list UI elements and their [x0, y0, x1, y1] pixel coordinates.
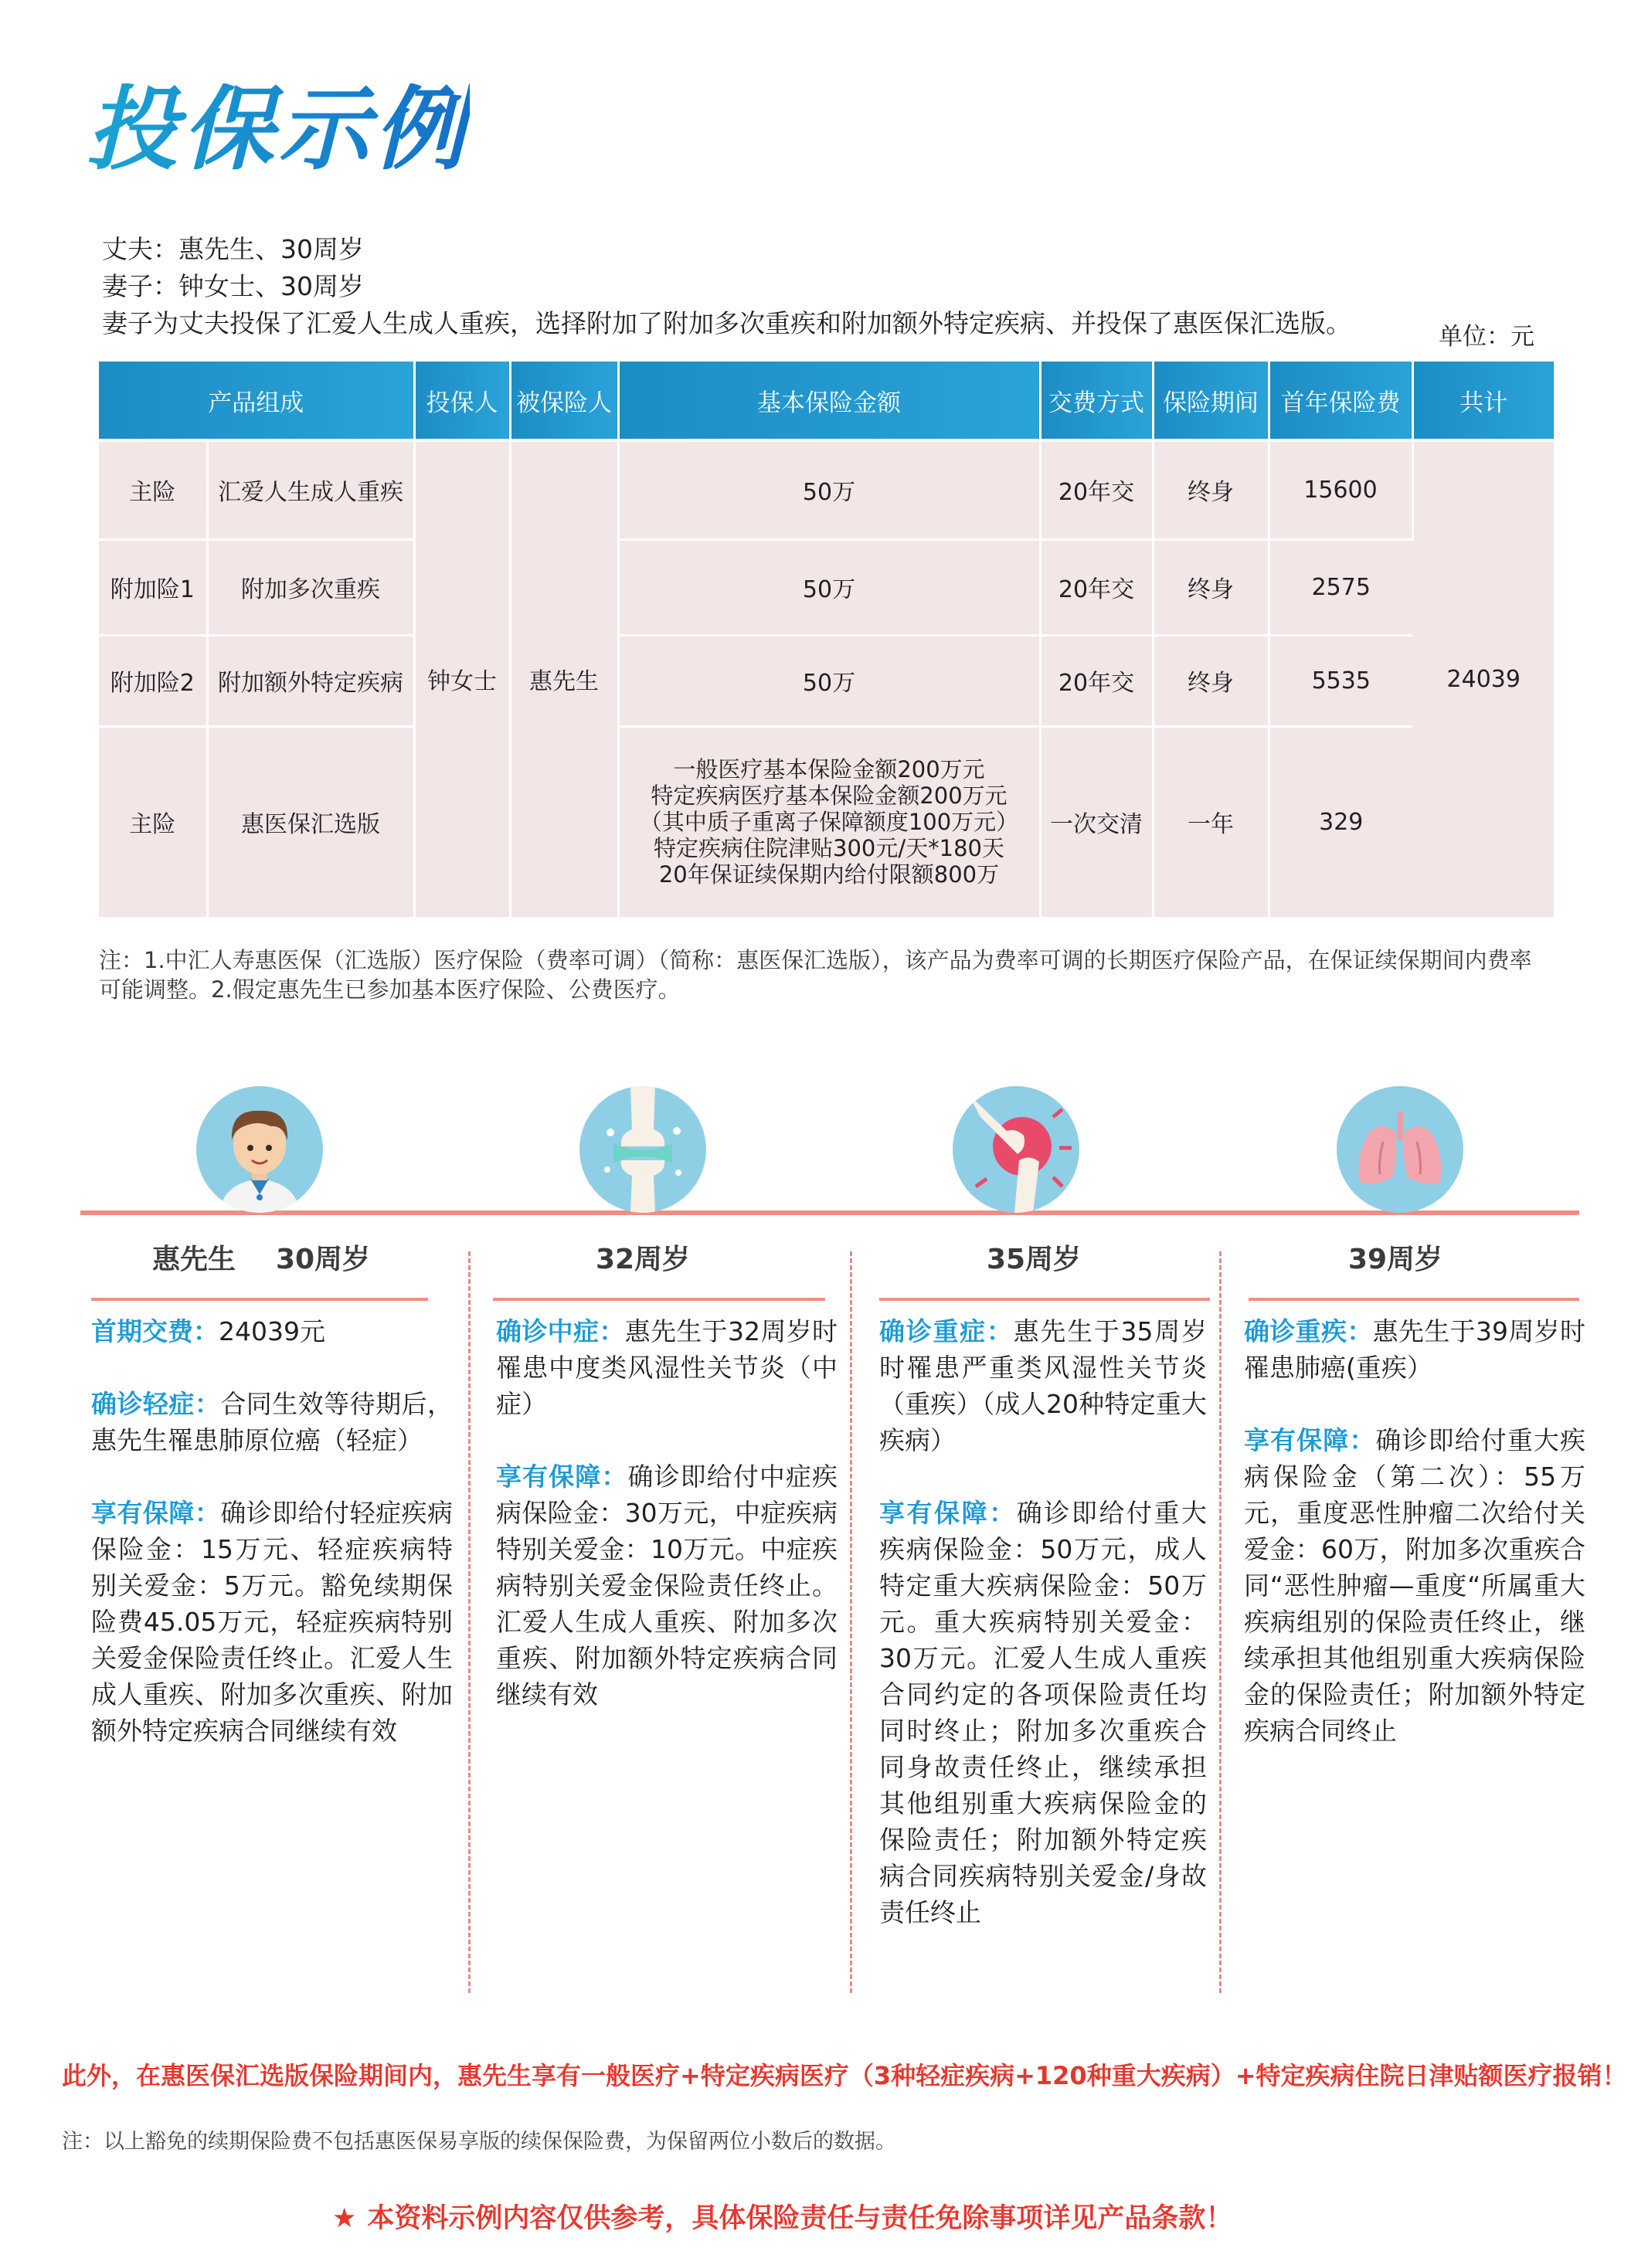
stage-heading-32: 32周岁	[595, 1244, 691, 1275]
inflamed-joint-icon	[953, 1086, 1079, 1213]
column-divider	[850, 1251, 852, 1993]
highlight-label: 首期交费：	[91, 1316, 219, 1346]
bonus-statement: 此外，在惠医保汇选版保险期间内，惠先生享有一般医疗+特定疾病医疗（3种轻症疾病+120种重大疾病）+特定疾病住院日津贴额医疗报销！	[62, 2061, 1627, 2090]
row-period: 终身	[1153, 635, 1269, 726]
header-total: 共计	[1412, 362, 1554, 440]
header-policyholder: 投保人	[414, 362, 510, 440]
row-product: 汇爱人生成人重疾	[207, 440, 414, 539]
highlight-label: 确诊轻症：	[91, 1389, 221, 1419]
stage-heading-30	[96, 1238, 426, 1277]
table-row	[99, 539, 1554, 635]
header-payment: 交费方式	[1040, 362, 1153, 440]
row-premium: 5535	[1269, 635, 1412, 726]
stage-heading-39: 39周岁	[1347, 1244, 1443, 1275]
stage-column-30	[91, 1313, 453, 1785]
row-amount: 50万	[618, 635, 1040, 726]
coverage-line: （其中质子重离子保障额度100万元）	[639, 809, 1019, 835]
intro-summary: 妻子为丈夫投保了汇爱人生成人重疾，选择附加了附加多次重疾和附加额外特定疾病、并投保了惠医保汇选版。	[102, 308, 1351, 338]
coverage-line: 20年保证续保期内给付限额800万	[658, 861, 1000, 888]
stage-column-32	[496, 1313, 838, 1749]
highlight-label: 享有保障：	[496, 1462, 628, 1492]
paragraph-text: 确诊即给付中症疾病保险金：30万元，中症疾病特别关爱金：10万元。中症疾病特别关爱金保险责任终止。汇爱人生成人重疾、附加多次重疾、附加额外特定疾病合同继续有效	[496, 1462, 838, 1709]
row-product: 附加额外特定疾病	[207, 635, 414, 726]
table-row	[99, 726, 1554, 918]
row-type: 主险	[99, 440, 207, 539]
paragraph-text: 24039元	[219, 1316, 325, 1346]
row-premium: 2575	[1269, 539, 1412, 635]
row-type: 主险	[99, 726, 207, 918]
row-period: 终身	[1153, 539, 1269, 635]
table-row	[99, 635, 1554, 726]
star-icon: ★	[332, 2203, 357, 2234]
column-divider	[1219, 1251, 1222, 1993]
header-amount: 基本保险金额	[618, 362, 1040, 440]
paragraph-text: 惠先生于39周岁时罹患肺癌(重疾）	[1244, 1316, 1585, 1383]
paragraph-text: 确诊即给付重大疾病保险金：50万元，成人特定重大疾病保险金：50万元。重大疾病特别关爱金：30万元。汇爱人生成人重疾合同约定的各项保险责任均同时终止；附加多次重疾合同身故责任终止，继续承担其他组别重大疾病保险金的保险责任；附加额外特定疾病合同疾病特别关爱金/身故责任终止	[879, 1498, 1208, 1927]
intro-husband: 丈夫：惠先生、30周岁	[102, 234, 364, 264]
insurance-plan-table	[99, 362, 1554, 919]
row-period: 终身	[1153, 440, 1269, 539]
policyholder-cell: 钟女士	[414, 440, 510, 918]
row-product: 惠医保汇选版	[207, 726, 414, 918]
table-note: 注：1.中汇人寿惠医保（汇选版）医疗保险（费率可调）（简称：惠医保汇选版），该产品为费率可调的长期医疗保险产品，在保证续保期间内费率可能调整。2.假定惠先生已参加基本医疗保险、公费医疗。	[99, 947, 1532, 1003]
header-period: 保险期间	[1153, 362, 1269, 440]
row-payment: 一次交清	[1040, 726, 1153, 918]
row-premium: 15600	[1269, 440, 1412, 539]
header-product: 产品组成	[99, 362, 414, 440]
row-payment: 20年交	[1040, 539, 1153, 635]
stage-age: 30周岁	[275, 1244, 371, 1275]
stage-underline	[91, 1298, 428, 1301]
paragraph	[1244, 1422, 1585, 1749]
page-title: 投保示例	[87, 76, 471, 182]
coverage-line: 特定疾病医疗基本保险金额200万元	[651, 783, 1007, 809]
row-amount: 50万	[618, 539, 1040, 635]
paragraph	[91, 1313, 453, 1350]
stage-underline	[493, 1298, 825, 1301]
header-insured: 被保险人	[510, 362, 618, 440]
intro-wife: 妻子：钟女士、30周岁	[102, 271, 364, 301]
stage-underline	[1249, 1298, 1579, 1301]
paragraph	[91, 1495, 453, 1749]
row-payment: 20年交	[1040, 635, 1153, 726]
paragraph	[496, 1458, 838, 1713]
paragraph	[879, 1495, 1207, 1930]
highlight-label: 享有保障：	[1244, 1425, 1376, 1455]
coverage-line: 一般医疗基本保险金额200万元	[673, 756, 985, 783]
highlight-label: 确诊重疾：	[1244, 1316, 1373, 1346]
paragraph	[496, 1313, 838, 1422]
row-amount: 50万	[618, 440, 1040, 539]
disclaimer	[332, 2197, 1232, 2236]
table-header-row	[99, 362, 1554, 440]
row-type: 附加险1	[99, 539, 207, 635]
highlight-label: 享有保障：	[879, 1498, 1017, 1528]
row-payment: 20年交	[1040, 440, 1153, 539]
row-product: 附加多次重疾	[207, 539, 414, 635]
stage-column-39	[1244, 1313, 1585, 1785]
table-row	[99, 440, 1554, 539]
doctor-avatar-icon	[196, 1086, 323, 1213]
highlight-label: 确诊中症：	[496, 1316, 625, 1346]
paragraph-text: 合同生效等待期后，惠先生罹患肺原位癌（轻症）	[91, 1389, 454, 1455]
timeline-line	[80, 1210, 1579, 1215]
row-premium: 329	[1269, 726, 1412, 918]
stage-underline	[879, 1298, 1210, 1301]
stage-heading-35: 35周岁	[986, 1244, 1082, 1275]
total-cell: 24039	[1412, 440, 1554, 918]
knee-joint-icon	[579, 1086, 706, 1213]
highlight-label: 确诊重症：	[879, 1316, 1014, 1346]
paragraph	[1244, 1313, 1585, 1386]
insured-cell: 惠先生	[510, 440, 618, 918]
paragraph-text: 惠先生于35周岁时罹患严重类风湿性关节炎（重疾）（成人20种特定重大疾病）	[879, 1316, 1207, 1455]
stage-column-35	[879, 1313, 1207, 1967]
paragraph	[91, 1386, 453, 1458]
paragraph	[879, 1313, 1207, 1458]
paragraph-text: 确诊即给付重大疾病保险金（第二次）：55万元，重度恶性肿瘤二次给付关爱金：60万，附加多次重疾合同“恶性肿瘤—重度“所属重大疾病组别的保险责任终止，继续承担其他组别重大疾病保险金的保险责任；附加额外特定疾病合同终止	[1244, 1425, 1586, 1746]
stage-name: 惠先生	[151, 1244, 236, 1275]
paragraph-text: 确诊即给付轻症疾病保险金：15万元、轻症疾病特别关爱金：5万元。豁免续期保险费45.05万元，轻症疾病特别关爱金保险责任终止。汇爱人生成人重疾、附加多次重疾、附加额外特定疾病合同继续有效	[91, 1498, 454, 1746]
row-amount	[618, 726, 1040, 918]
highlight-label: 享有保障：	[91, 1498, 221, 1528]
lungs-icon	[1337, 1086, 1463, 1213]
paragraph-text: 惠先生于32周岁时罹患中度类风湿性关节炎（中症）	[496, 1316, 838, 1419]
disclaimer-text: 本资料示例内容仅供参考，具体保险责任与责任免除事项详见产品条款！	[367, 2203, 1233, 2234]
coverage-line: 特定疾病住院津贴300元/天*180天	[654, 835, 1004, 861]
row-period: 一年	[1153, 726, 1269, 918]
row-type: 附加险2	[99, 635, 207, 726]
footnote: 注：以上豁免的续期保险费不包括惠医保易享版的续保保险费，为保留两位小数后的数据。	[62, 2130, 896, 2154]
column-divider	[468, 1251, 471, 1993]
unit-label: 单位：元	[1439, 323, 1534, 351]
header-premium: 首年保险费	[1269, 362, 1412, 440]
